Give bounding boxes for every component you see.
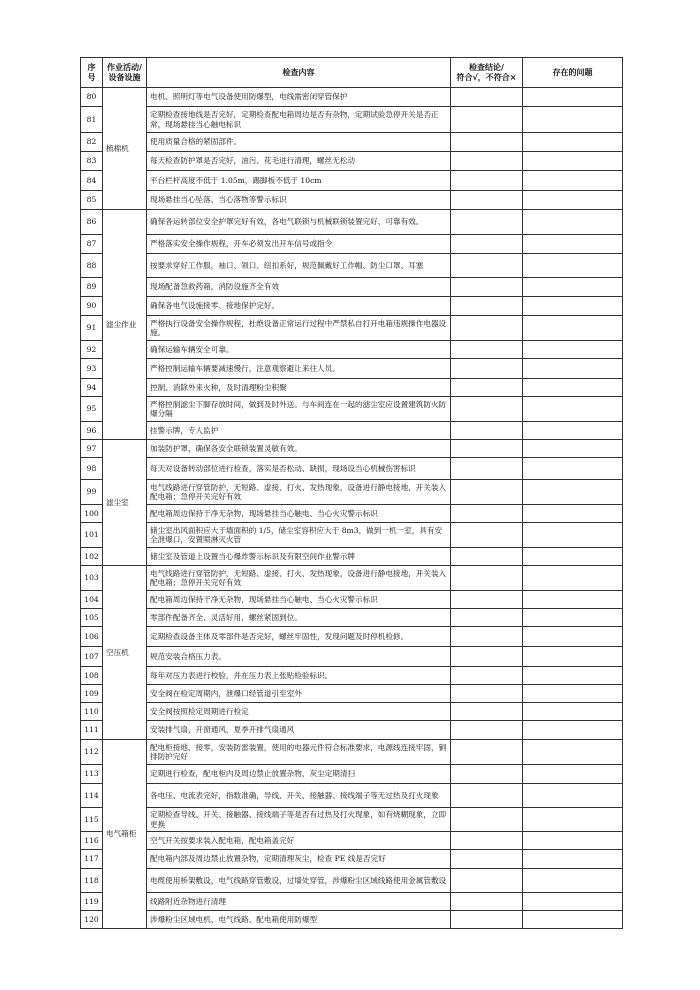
header-result-line1: 检查结论/ bbox=[469, 62, 504, 72]
result-cell[interactable] bbox=[451, 191, 523, 210]
result-cell[interactable] bbox=[451, 152, 523, 171]
row-number: 105 bbox=[81, 609, 103, 627]
result-cell[interactable] bbox=[451, 523, 523, 548]
issues-cell[interactable] bbox=[523, 379, 623, 397]
check-content-cell: 严格执行设备安全操作规程，杜绝设备正常运行过程中严禁私自打开电箱违规操作电器设施。 bbox=[147, 316, 451, 341]
issues-cell[interactable] bbox=[523, 152, 623, 171]
check-content-cell: 确保各运转部位安全护罩完好有效，各电气联锁与机械联锁装置完好、可靠有效。 bbox=[147, 210, 451, 235]
row-number: 84 bbox=[81, 171, 103, 191]
check-content-cell: 严格控制滤尘下脚存放时间，做到及时外送。与车间连在一起的滤尘室应设置建筑防火防爆分隔 bbox=[147, 397, 451, 422]
issues-cell[interactable] bbox=[523, 765, 623, 784]
result-cell[interactable] bbox=[451, 397, 523, 422]
result-cell[interactable] bbox=[451, 458, 523, 480]
table-row bbox=[81, 88, 623, 107]
table-row bbox=[81, 566, 623, 591]
issues-cell[interactable] bbox=[523, 850, 623, 869]
check-content-cell: 定期检查导线、开关、接触器、接线端子等是否有过热及打火现象，如有烧糊现象，立即更换 bbox=[147, 808, 451, 832]
table-row bbox=[81, 505, 623, 523]
activity-group-cell: 空压机 bbox=[103, 566, 147, 740]
row-number: 87 bbox=[81, 235, 103, 254]
issues-cell[interactable] bbox=[523, 133, 623, 152]
row-number: 95 bbox=[81, 397, 103, 422]
issues-cell[interactable] bbox=[523, 548, 623, 566]
table-row bbox=[81, 832, 623, 850]
row-number: 90 bbox=[81, 297, 103, 316]
row-number: 91 bbox=[81, 316, 103, 341]
table-row bbox=[81, 278, 623, 297]
table-row bbox=[81, 627, 623, 647]
check-content-cell: 挂警示牌，专人监护 bbox=[147, 422, 451, 440]
result-cell[interactable] bbox=[451, 850, 523, 869]
check-content-cell: 配电箱周边保持干净无杂物，现场悬挂当心触电、当心火灾警示标识 bbox=[147, 505, 451, 523]
check-content-cell: 按要求穿好工作服，袖口、领口、纽扣系好，规范佩戴好工作帽、防尘口罩、耳塞 bbox=[147, 254, 451, 278]
activity-group-cell: 滤尘作业 bbox=[103, 210, 147, 440]
check-content-cell: 规范安装合格压力表。 bbox=[147, 647, 451, 667]
table-body bbox=[81, 88, 623, 929]
result-cell[interactable] bbox=[451, 480, 523, 505]
table-row bbox=[81, 191, 623, 210]
table-row bbox=[81, 893, 623, 911]
issues-cell[interactable] bbox=[523, 685, 623, 703]
table-row bbox=[81, 107, 623, 133]
result-cell[interactable] bbox=[451, 667, 523, 685]
row-number: 119 bbox=[81, 893, 103, 911]
check-content-cell: 电缆使用桥架敷设，电气线路穿管敷设，过墙处穿管，涉爆粉尘区域线路使用金属管敷设 bbox=[147, 869, 451, 893]
result-cell[interactable] bbox=[451, 703, 523, 721]
issues-cell[interactable] bbox=[523, 480, 623, 505]
row-number: 120 bbox=[81, 911, 103, 929]
result-cell[interactable] bbox=[451, 609, 523, 627]
header-seq: 序号 bbox=[81, 58, 103, 88]
issues-cell[interactable] bbox=[523, 627, 623, 647]
table-row bbox=[81, 254, 623, 278]
check-content-cell: 安全阀按照检定周期进行检定 bbox=[147, 703, 451, 721]
table-row bbox=[81, 152, 623, 171]
issues-cell[interactable] bbox=[523, 667, 623, 685]
row-number: 100 bbox=[81, 505, 103, 523]
check-content-cell: 安全阀在检定周期内，泄爆口经管道引至室外 bbox=[147, 685, 451, 703]
activity-group-cell: 梳棉机 bbox=[103, 88, 147, 210]
table-row bbox=[81, 647, 623, 667]
check-content-cell: 零部件配备齐全、灵活好用，螺丝紧固到位。 bbox=[147, 609, 451, 627]
issues-cell[interactable] bbox=[523, 808, 623, 832]
check-content-cell: 定期检查设备主体及零部件是否完好，螺丝牢固性，发现问题及时停机检修。 bbox=[147, 627, 451, 647]
row-number: 109 bbox=[81, 685, 103, 703]
result-cell[interactable] bbox=[451, 832, 523, 850]
row-number: 107 bbox=[81, 647, 103, 667]
issues-cell[interactable] bbox=[523, 171, 623, 191]
row-number: 117 bbox=[81, 850, 103, 869]
table-row bbox=[81, 210, 623, 235]
row-number: 112 bbox=[81, 740, 103, 765]
result-cell[interactable] bbox=[451, 548, 523, 566]
result-cell[interactable] bbox=[451, 721, 523, 740]
row-number: 83 bbox=[81, 152, 103, 171]
check-content-cell: 配电柜接地、接零，安装防雷装置，使用的电器元件符合标准要求，电源线连接牢固，铜排防护完好 bbox=[147, 740, 451, 765]
check-content-cell: 平台栏杆高度不低于 1.05m，踢脚板不低于 10cm bbox=[147, 171, 451, 191]
table-row bbox=[81, 440, 623, 458]
issues-cell[interactable] bbox=[523, 254, 623, 278]
check-content-cell: 电气线路进行穿管防护，无短路、虚接、打火、发热现象，设备进行静电接地，开关装入配电箱；急停开关完好有效 bbox=[147, 566, 451, 591]
issues-cell[interactable] bbox=[523, 832, 623, 850]
issues-cell[interactable] bbox=[523, 703, 623, 721]
result-cell[interactable] bbox=[451, 893, 523, 911]
result-cell[interactable] bbox=[451, 235, 523, 254]
table-row bbox=[81, 609, 623, 627]
result-cell[interactable] bbox=[451, 440, 523, 458]
issues-cell[interactable] bbox=[523, 523, 623, 548]
table-row bbox=[81, 341, 623, 359]
row-number: 102 bbox=[81, 548, 103, 566]
check-content-cell: 每天对设备转动部位进行检查，落实是否松动、缺损，现场设当心机械伤害标识 bbox=[147, 458, 451, 480]
row-number: 115 bbox=[81, 808, 103, 832]
table-row bbox=[81, 591, 623, 609]
check-content-cell: 定期检查接地线是否完好，定期检查配电箱周边是否有杂物，定期试验急停开关是否正常，现场悬挂当心触电标识 bbox=[147, 107, 451, 133]
table-row bbox=[81, 850, 623, 869]
table-row bbox=[81, 523, 623, 548]
result-cell[interactable] bbox=[451, 297, 523, 316]
issues-cell[interactable] bbox=[523, 359, 623, 379]
check-content-cell: 定期进行检查，配电柜内及周边禁止放置杂物，灰尘定期清扫 bbox=[147, 765, 451, 784]
table-row bbox=[81, 808, 623, 832]
issues-cell[interactable] bbox=[523, 341, 623, 359]
issues-cell[interactable] bbox=[523, 591, 623, 609]
result-cell[interactable] bbox=[451, 566, 523, 591]
issues-cell[interactable] bbox=[523, 784, 623, 808]
row-number: 116 bbox=[81, 832, 103, 850]
header-result-line2: 符合√，不符合× bbox=[456, 72, 517, 82]
table-row bbox=[81, 548, 623, 566]
table-row bbox=[81, 480, 623, 505]
result-cell[interactable] bbox=[451, 133, 523, 152]
issues-cell[interactable] bbox=[523, 422, 623, 440]
issues-cell[interactable] bbox=[523, 107, 623, 133]
header-issues: 存在的问题 bbox=[523, 58, 623, 88]
check-content-cell: 严格落实安全操作规程，开车必须发出开车信号或指令 bbox=[147, 235, 451, 254]
activity-group-cell: 电气箱柜 bbox=[103, 740, 147, 929]
issues-cell[interactable] bbox=[523, 191, 623, 210]
row-number: 85 bbox=[81, 191, 103, 210]
result-cell[interactable] bbox=[451, 591, 523, 609]
table-row bbox=[81, 422, 623, 440]
table-row bbox=[81, 171, 623, 191]
table-row bbox=[81, 379, 623, 397]
check-content-cell: 涉爆粉尘区域电机、电气线路、配电箱使用防爆型 bbox=[147, 911, 451, 929]
row-number: 98 bbox=[81, 458, 103, 480]
issues-cell[interactable] bbox=[523, 458, 623, 480]
row-number: 94 bbox=[81, 379, 103, 397]
issues-cell[interactable] bbox=[523, 397, 623, 422]
check-content-cell: 储尘室及管道上设置当心爆炸警示标识及有限空间作业警示牌 bbox=[147, 548, 451, 566]
issues-cell[interactable] bbox=[523, 869, 623, 893]
result-cell[interactable] bbox=[451, 505, 523, 523]
result-cell[interactable] bbox=[451, 765, 523, 784]
check-content-cell: 电气线路进行穿管防护，无短路、虚接、打火、发热现象，设备进行静电接地，开关装入配电箱；急停开关完好有效 bbox=[147, 480, 451, 505]
issues-cell[interactable] bbox=[523, 911, 623, 929]
check-content-cell: 现场悬挂当心坠落、当心落物等警示标识 bbox=[147, 191, 451, 210]
issues-cell[interactable] bbox=[523, 210, 623, 235]
table-row bbox=[81, 721, 623, 740]
row-number: 92 bbox=[81, 341, 103, 359]
result-cell[interactable] bbox=[451, 278, 523, 297]
check-content-cell: 每年对压力表进行校验，并在压力表上张贴检验标识。 bbox=[147, 667, 451, 685]
row-number: 101 bbox=[81, 523, 103, 548]
issues-cell[interactable] bbox=[523, 609, 623, 627]
row-number: 80 bbox=[81, 88, 103, 107]
issues-cell[interactable] bbox=[523, 88, 623, 107]
row-number: 114 bbox=[81, 784, 103, 808]
check-content-cell: 各电压、电流表完好，指数准确，导线、开关、接触器、接线端子等无过热及打火现象 bbox=[147, 784, 451, 808]
row-number: 118 bbox=[81, 869, 103, 893]
issues-cell[interactable] bbox=[523, 297, 623, 316]
check-content-cell: 空气开关按要求装入配电箱，配电箱盖完好 bbox=[147, 832, 451, 850]
result-cell[interactable] bbox=[451, 422, 523, 440]
issues-cell[interactable] bbox=[523, 721, 623, 740]
check-content-cell: 储尘室出风面积应大于墙面积的 1/5，储尘室容积应大于 8m3，做到一机一室，具有安全泄爆口，安置喷淋灭火管 bbox=[147, 523, 451, 548]
issues-cell[interactable] bbox=[523, 505, 623, 523]
check-content-cell: 配电箱内部及周边禁止放置杂物，定期清理灰尘，检查 PE 线是否完好 bbox=[147, 850, 451, 869]
table-row bbox=[81, 685, 623, 703]
issues-cell[interactable] bbox=[523, 566, 623, 591]
check-content-cell: 现场配备急救药箱，消防设施齐全有效 bbox=[147, 278, 451, 297]
result-cell[interactable] bbox=[451, 808, 523, 832]
result-cell[interactable] bbox=[451, 210, 523, 235]
issues-cell[interactable] bbox=[523, 235, 623, 254]
check-content-cell: 配电箱周边保持干净无杂物，现场悬挂当心触电、当心火灾警示标识 bbox=[147, 591, 451, 609]
row-number: 99 bbox=[81, 480, 103, 505]
row-number: 106 bbox=[81, 627, 103, 647]
table-row bbox=[81, 297, 623, 316]
table-row bbox=[81, 740, 623, 765]
row-number: 81 bbox=[81, 107, 103, 133]
result-cell[interactable] bbox=[451, 740, 523, 765]
issues-cell[interactable] bbox=[523, 740, 623, 765]
check-content-cell: 确保运输车辆安全可靠。 bbox=[147, 341, 451, 359]
table-row bbox=[81, 359, 623, 379]
issues-cell[interactable] bbox=[523, 440, 623, 458]
table-row bbox=[81, 703, 623, 721]
result-cell[interactable] bbox=[451, 107, 523, 133]
inspection-checklist-table bbox=[80, 57, 623, 929]
issues-cell[interactable] bbox=[523, 278, 623, 297]
check-content-cell: 加装防护罩，确保各安全联锁装置灵敏有效。 bbox=[147, 440, 451, 458]
issues-cell[interactable] bbox=[523, 893, 623, 911]
header-content: 检查内容 bbox=[147, 58, 451, 88]
result-cell[interactable] bbox=[451, 379, 523, 397]
result-cell[interactable] bbox=[451, 316, 523, 341]
activity-group-cell: 滤尘室 bbox=[103, 440, 147, 566]
result-cell[interactable] bbox=[451, 685, 523, 703]
check-content-cell: 线路附近杂物进行清理 bbox=[147, 893, 451, 911]
row-number: 113 bbox=[81, 765, 103, 784]
issues-cell[interactable] bbox=[523, 316, 623, 341]
check-content-cell: 每天检查防护罩是否完好，油污、花毛进行清理，螺丝无松动 bbox=[147, 152, 451, 171]
table-row bbox=[81, 911, 623, 929]
result-cell[interactable] bbox=[451, 627, 523, 647]
table-row bbox=[81, 316, 623, 341]
row-number: 104 bbox=[81, 591, 103, 609]
check-content-cell: 确保各电气设施接零、接地保护完好。 bbox=[147, 297, 451, 316]
check-content-cell: 安装排气扇，开窗通风，夏季开排气扇通风 bbox=[147, 721, 451, 740]
row-number: 110 bbox=[81, 703, 103, 721]
result-cell[interactable] bbox=[451, 341, 523, 359]
issues-cell[interactable] bbox=[523, 647, 623, 667]
result-cell[interactable] bbox=[451, 647, 523, 667]
table-row bbox=[81, 784, 623, 808]
result-cell[interactable] bbox=[451, 911, 523, 929]
header-result bbox=[451, 58, 523, 88]
row-number: 82 bbox=[81, 133, 103, 152]
check-content-cell: 控制、消除外来火种，及时清理粉尘积聚 bbox=[147, 379, 451, 397]
row-number: 88 bbox=[81, 254, 103, 278]
result-cell[interactable] bbox=[451, 869, 523, 893]
result-cell[interactable] bbox=[451, 359, 523, 379]
check-content-cell: 电机、照明灯等电气设备使用防爆型，电线需密闭穿管保护 bbox=[147, 88, 451, 107]
table-row bbox=[81, 765, 623, 784]
row-number: 93 bbox=[81, 359, 103, 379]
row-number: 96 bbox=[81, 422, 103, 440]
table-row bbox=[81, 133, 623, 152]
row-number: 89 bbox=[81, 278, 103, 297]
table-row bbox=[81, 397, 623, 422]
row-number: 86 bbox=[81, 210, 103, 235]
table-row bbox=[81, 458, 623, 480]
table-header-row bbox=[81, 58, 623, 88]
table-row bbox=[81, 235, 623, 254]
row-number: 108 bbox=[81, 667, 103, 685]
result-cell[interactable] bbox=[451, 254, 523, 278]
check-content-cell: 使用质量合格的紧固部件。 bbox=[147, 133, 451, 152]
header-activity: 作业活动/设备设施 bbox=[103, 58, 147, 88]
check-content-cell: 严格控制运输车辆要减速慢行，注意观察避让来往人员。 bbox=[147, 359, 451, 379]
result-cell[interactable] bbox=[451, 784, 523, 808]
result-cell[interactable] bbox=[451, 88, 523, 107]
result-cell[interactable] bbox=[451, 171, 523, 191]
row-number: 103 bbox=[81, 566, 103, 591]
table-row bbox=[81, 667, 623, 685]
row-number: 111 bbox=[81, 721, 103, 740]
table-row bbox=[81, 869, 623, 893]
row-number: 97 bbox=[81, 440, 103, 458]
